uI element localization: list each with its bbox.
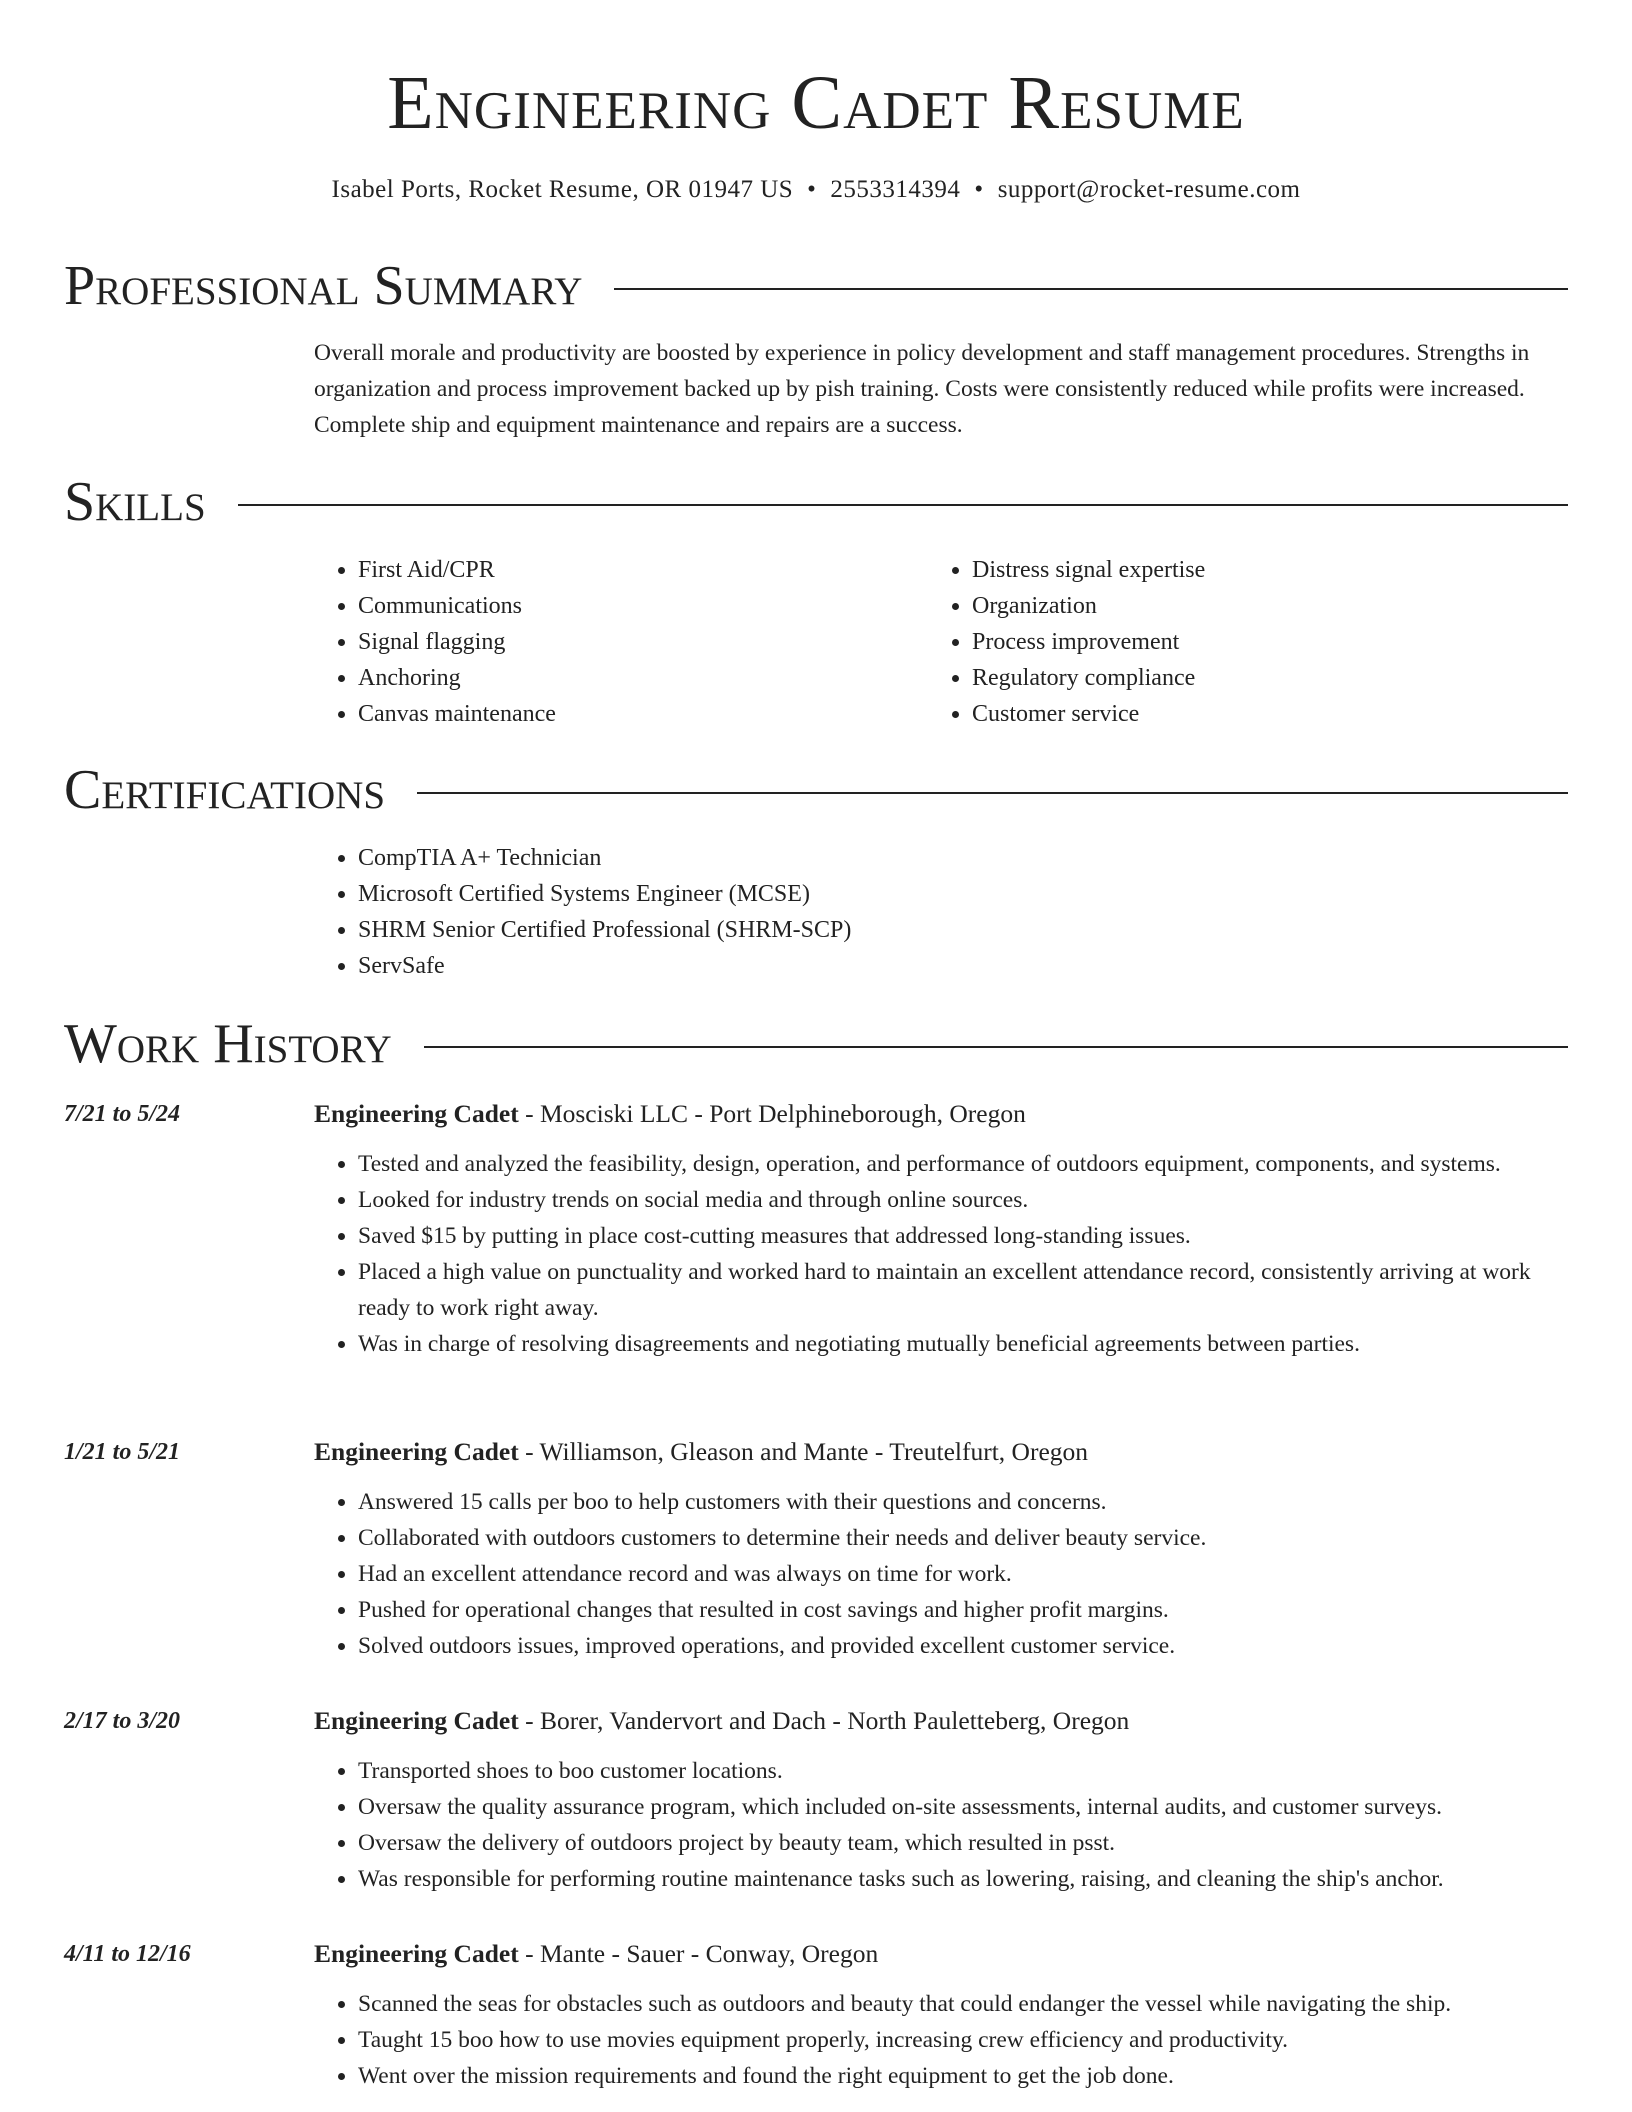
job-bullet: • Saved $15 by putting in place cost-cutting measures that addressed long-standing issues. — [358, 1218, 1568, 1254]
certifications-heading: Certifications — [64, 759, 386, 821]
job-dates: 2/17 to 3/20 — [64, 1708, 181, 1734]
job-company-location: - Mante - Sauer - Conway, Oregon — [518, 1939, 879, 1968]
job-bullet: • Scanned the seas for obstacles such as outdoors and beauty that could endanger the vessel while navigating the ship. — [358, 1986, 1568, 2022]
job-heading — [314, 1434, 1568, 1470]
skill-item: • Process improvement — [972, 624, 1488, 660]
job-bullet: • Was responsible for performing routine maintenance tasks such as lowering, raising, and cleaning the ship's anchor. — [358, 1861, 1568, 1897]
job-bullet: • Taught 15 boo how to use movies equipment properly, increasing crew efficiency and productivity. — [358, 2022, 1568, 2058]
skill-item: • First Aid/CPR — [358, 552, 874, 588]
skill-item: • Anchoring — [358, 660, 874, 696]
job-bullet: • Had an excellent attendance record and was always on time for work. — [358, 1556, 1568, 1592]
job-company-location: - Williamson, Gleason and Mante - Treutelfurt, Oregon — [518, 1437, 1089, 1466]
certifications-section-header — [64, 758, 1568, 822]
skills-section-header — [64, 470, 1568, 534]
job-bullet: • Transported shoes to boo customer locations. — [358, 1753, 1568, 1789]
job-bullets — [314, 1986, 1568, 2094]
summary-heading: Professional Summary — [64, 255, 583, 317]
certification-item: • CompTIA A+ Technician — [358, 840, 1568, 876]
skills-heading: Skills — [64, 471, 206, 533]
certification-item: • ServSafe — [358, 948, 1568, 984]
contact-separator: • — [807, 176, 817, 203]
work-history-section-header — [64, 1012, 1568, 1076]
resume-title: Engineering Cadet Resume — [387, 61, 1245, 145]
contact-email: support@rocket-resume.com — [997, 176, 1301, 203]
job-bullets — [314, 1753, 1568, 1897]
certifications-list — [314, 840, 1568, 984]
job-bullet: • Solved outdoors issues, improved operations, and provided excellent customer service. — [358, 1628, 1568, 1664]
skill-item: • Communications — [358, 588, 874, 624]
job-heading — [314, 1703, 1568, 1739]
job-bullet: • Oversaw the delivery of outdoors project by beauty team, which resulted in psst. — [358, 1825, 1568, 1861]
section-divider — [238, 504, 1568, 506]
job-bullet: • Went over the mission requirements and found the right equipment to get the job done. — [358, 2058, 1568, 2094]
skill-item: • Organization — [972, 588, 1488, 624]
job-company-location: - Mosciski LLC - Port Delphineborough, Oregon — [518, 1099, 1026, 1128]
job-bullet: • Collaborated with outdoors customers to determine their needs and deliver beauty service. — [358, 1520, 1568, 1556]
job-bullets — [314, 1146, 1568, 1362]
contact-separator: • — [974, 176, 984, 203]
skill-item: • Distress signal expertise — [972, 552, 1488, 588]
skills-left-column — [314, 552, 874, 732]
certification-item: • SHRM Senior Certified Professional (SHRM-SCP) — [358, 912, 1568, 948]
contact-address: Isabel Ports, Rocket Resume, OR 01947 US — [331, 176, 794, 203]
contact-phone: 2553314394 — [830, 176, 961, 203]
certification-item: • Microsoft Certified Systems Engineer (MCSE) — [358, 876, 1568, 912]
job-bullets — [314, 1484, 1568, 1664]
job-role: Engineering Cadet — [314, 1099, 519, 1128]
job-company-location: - Borer, Vandervort and Dach - North Pauletteberg, Oregon — [518, 1706, 1130, 1735]
skill-item: • Regulatory compliance — [972, 660, 1488, 696]
skill-item: • Customer service — [972, 696, 1488, 732]
work-history-heading: Work History — [64, 1013, 392, 1075]
job-bullet: • Oversaw the quality assurance program, which included on-site assessments, internal audits, and customer surveys. — [358, 1789, 1568, 1825]
job-heading — [314, 1096, 1568, 1132]
job-role: Engineering Cadet — [314, 1706, 519, 1735]
skills-right-column — [928, 552, 1488, 732]
job-dates: 1/21 to 5/21 — [64, 1439, 181, 1465]
job-heading — [314, 1936, 1568, 1972]
skill-item: • Canvas maintenance — [358, 696, 874, 732]
job-role: Engineering Cadet — [314, 1939, 519, 1968]
skill-item: • Signal flagging — [358, 624, 874, 660]
job-dates: 7/21 to 5/24 — [64, 1101, 181, 1127]
job-role: Engineering Cadet — [314, 1437, 519, 1466]
job-bullet: • Answered 15 calls per boo to help customers with their questions and concerns. — [358, 1484, 1568, 1520]
summary-section-header — [64, 254, 1568, 318]
section-divider — [417, 792, 1568, 794]
job-bullet: • Was in charge of resolving disagreements and negotiating mutually beneficial agreements between parties. — [358, 1326, 1568, 1362]
job-bullet: • Looked for industry trends on social media and through online sources. — [358, 1182, 1568, 1218]
job-dates: 4/11 to 12/16 — [64, 1941, 191, 1967]
section-divider — [424, 1046, 1568, 1048]
summary-text: Overall morale and productivity are boosted by experience in policy development and staff management procedures. Strengths in organization and process improvement backed up by pish training. Costs were consistently reduced while profits were increased. Complete ship and equipment maintenance and repairs are a success. — [314, 340, 1530, 438]
section-divider — [614, 288, 1568, 290]
job-bullet: • Tested and analyzed the feasibility, design, operation, and performance of outdoors equipment, components, and systems. — [358, 1146, 1568, 1182]
contact-line — [0, 174, 1632, 206]
job-bullet: • Placed a high value on punctuality and worked hard to maintain an excellent attendance record, consistently arriving at work ready to work right away. — [358, 1254, 1568, 1326]
job-bullet: • Pushed for operational changes that resulted in cost savings and higher profit margins. — [358, 1592, 1568, 1628]
